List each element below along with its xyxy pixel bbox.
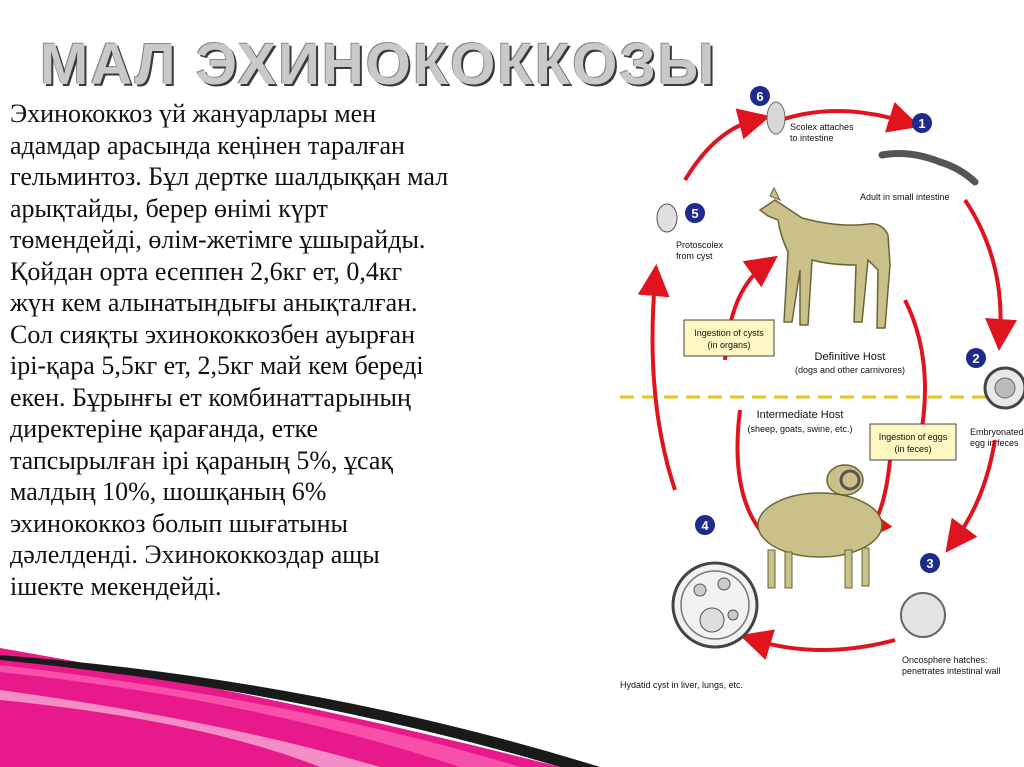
stage-label: penetrates intestinal wall — [902, 666, 1001, 676]
stage-number: 6 — [756, 89, 764, 104]
ingestion-eggs-line1: Ingestion of eggs — [878, 432, 948, 442]
stage-label: Hydatid cyst in liver, lungs, etc. — [620, 680, 744, 690]
stage-number: 3 — [926, 556, 934, 571]
stage-number: 5 — [691, 206, 699, 221]
stage-label: Adult in small intestine — [860, 192, 950, 202]
slide-paragraph: Эхинококкоз үй жануарлары мен адамдар арасында кеңінен таралған гельминтоз. Бұл дертке шалдыққан мал арықтайды, берер өнімі күрт төмендейді, өлім-жетімге ұшырайды. Қойдан орта есеппен 2,6кг ет, 0,4кг жүн кем алынатындығы анықталған. Сол сияқты эхинококкозбен ауырған ірі-қара 5,5кг ет, 2,5кг май кем береді екен. Бұрынғы ет комбинаттарының директеріне қарағанда, етке тапсырылған ірі қараның 5%, ұсақ малдың 10%, шошқаның 6% эхинококкоз болып шығатыны дәлелденді. Эхинококкоздар ащы ішекте мекендейді. — [10, 99, 449, 601]
stage-number: 2 — [972, 351, 980, 366]
stage-label: from cyst — [676, 251, 713, 261]
stage-number: 4 — [701, 518, 709, 533]
stage-label: Oncosphere hatches: — [902, 655, 988, 665]
slide-title: МАЛ ЭХИНОКОККОЗЫ — [40, 32, 717, 97]
stage-number: 1 — [918, 116, 926, 131]
ingestion-eggs-line2: (in feces) — [894, 444, 932, 454]
stage-label: Protoscolex — [676, 240, 724, 250]
stage-label: to intestine — [790, 133, 834, 143]
definitive-host-title: Definitive Host — [814, 351, 886, 363]
intermediate-host-subtitle: (sheep, goats, swine, etc.) — [747, 424, 853, 434]
definitive-host-subtitle: (dogs and other carnivores) — [794, 365, 906, 375]
stage-label: Embryonated — [970, 427, 1024, 437]
ingestion-cysts-line1: Ingestion of cysts — [694, 328, 764, 338]
stage-label: egg in feces — [970, 438, 1019, 448]
stage-label: Scolex attaches — [790, 122, 854, 132]
ingestion-cysts-line2: (in organs) — [707, 340, 751, 350]
intermediate-host-title: Intermediate Host — [756, 409, 844, 421]
